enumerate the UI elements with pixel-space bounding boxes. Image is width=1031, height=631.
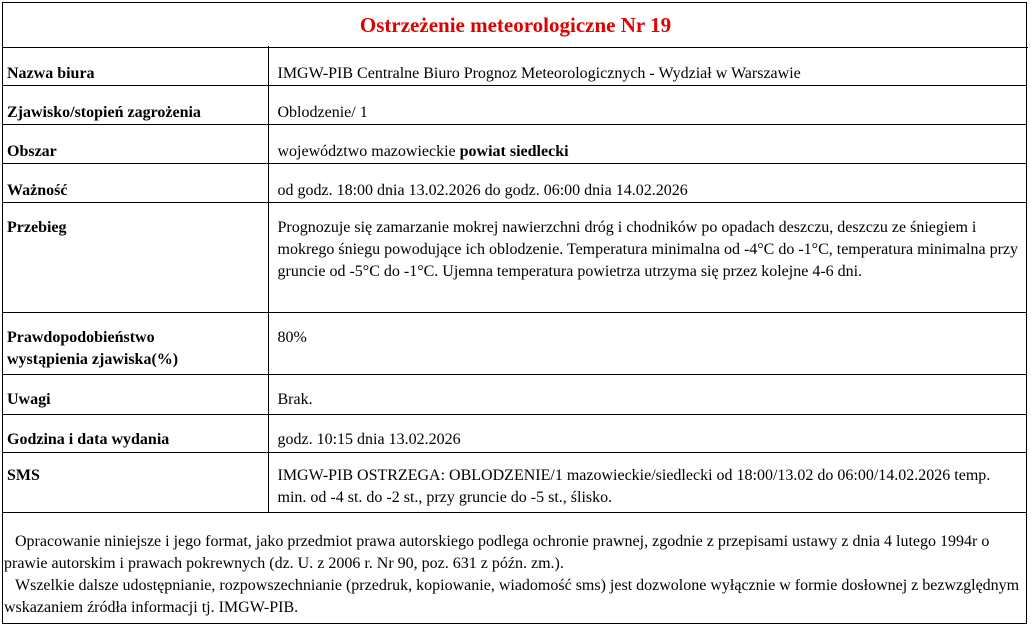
course-value: Prognozuje się zamarzanie mokrej nawierzchni dróg i chodników po opadach deszczu, deszczu ze śniegiem i mokrego śniegu powodujące ich oblodzenie. Temperatura minimalna od -4°C do -1°C, temperatura minimalna przy gruncie od -5°C do -1°C. Ujemna temperatura powietrza utrzyma się przez kolejne 4-6 dni. [268,203,1027,313]
row-issued [2,415,1027,453]
office-label: Nazwa biura [2,46,268,86]
row-sms [2,453,1027,513]
row-area [2,125,1027,164]
sms-label: SMS [2,453,268,513]
footer-notice [4,531,1024,619]
course-label: Przebieg [2,203,268,313]
sms-value: IMGW-PIB OSTRZEGA: OBLODZENIE/1 mazowieckie/siedlecki od 18:00/13.02 do 06:00/14.02.2026 temp. min. od -4 st. do -2 st., przy gruncie do -5 st., ślisko. [268,453,1027,513]
area-value-county: powiat siedlecki [459,143,569,160]
row-phenomenon [2,86,1027,125]
validity-value: od godz. 18:00 dnia 13.02.2026 do godz. 06:00 dnia 14.02.2026 [268,164,1027,203]
phenomenon-label: Zjawisko/stopień zagrożenia [2,86,268,125]
remarks-label: Uwagi [2,375,268,415]
row-validity [2,164,1027,203]
distribution-notice: Wszelkie dalsze udostępnianie, rozpowszechnianie (przedruk, kopiowanie, wiadomość sms) jest dozwolone wyłącznie w formie dosłownej z bezwzględnym wskazaniem źródła informacji tj. IMGW-PIB. [4,577,1020,616]
validity-label: Ważność [2,164,268,203]
copyright-notice: Opracowanie niniejsze i jego format, jako przedmiot prawa autorskiego podlega ochronie prawnej, zgodnie z przepisami ustawy z dnia 4 lutego 1994r o prawie autorskim i prawach pokrewnych (dz. U. z 2006 r. Nr 90, poz. 631 z późn. zm.). [4,533,990,572]
row-probability [2,313,1027,375]
row-remarks [2,375,1027,415]
probability-value: 80% [268,313,1027,375]
area-value-plain: województwo mazowieckie [277,143,460,160]
issued-label: Godzina i data wydania [2,415,268,453]
phenomenon-value: Oblodzenie/ 1 [268,86,1027,125]
remarks-value: Brak. [268,375,1027,415]
issued-value: godz. 10:15 dnia 13.02.2026 [268,415,1027,453]
area-label: Obszar [2,125,268,164]
warning-table [2,46,1027,513]
probability-label: Prawdopodobieństwo wystąpienia zjawiska(%) [2,313,268,375]
office-value: IMGW-PIB Centralne Biuro Prognoz Meteorologicznych - Wydział w Warszawie [268,46,1027,86]
warning-title: Ostrzeżenie meteorologiczne Nr 19 [3,3,1028,48]
row-course [2,203,1027,313]
area-value [268,125,1027,164]
row-office [2,46,1027,86]
